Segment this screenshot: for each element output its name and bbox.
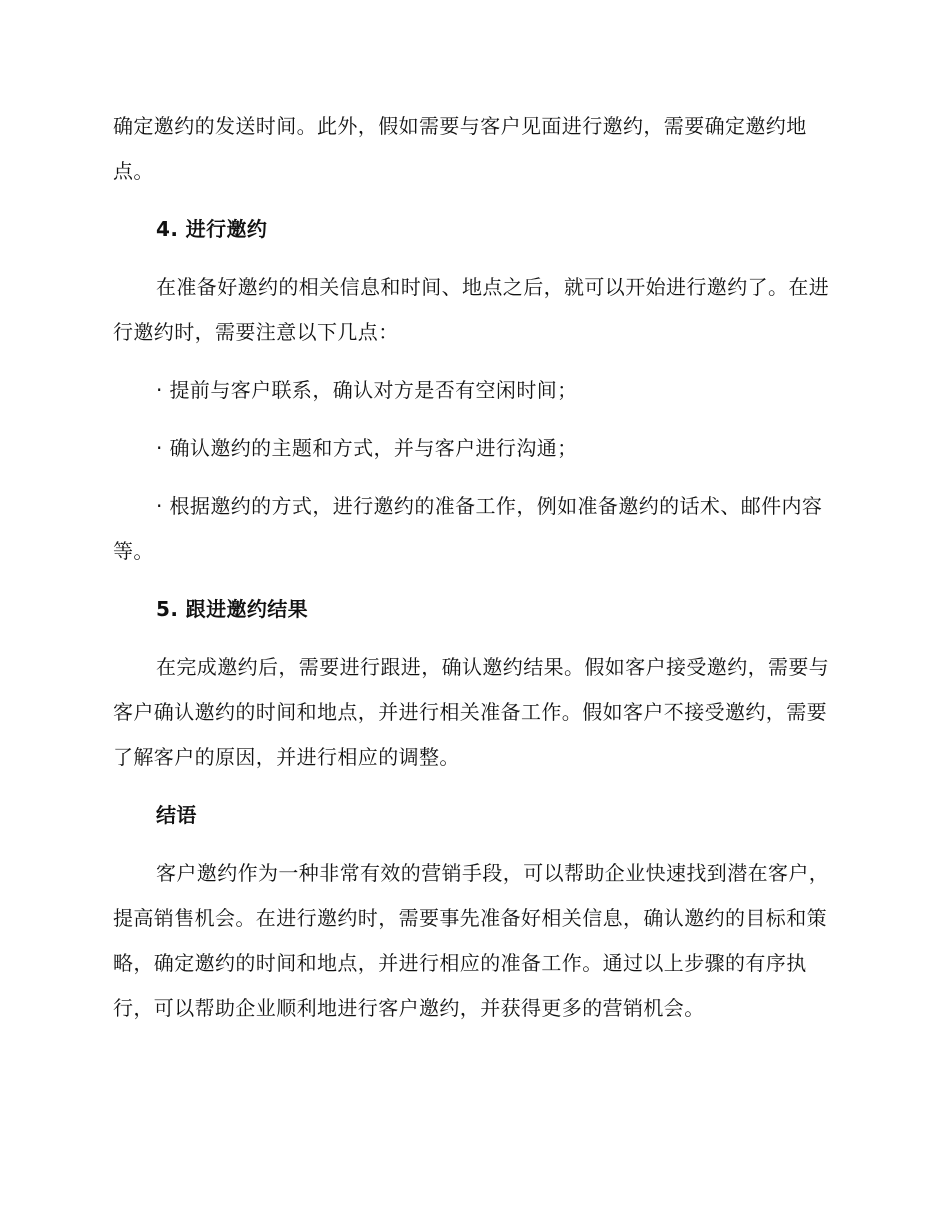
heading-step-5: 5. 跟进邀约结果: [156, 597, 309, 621]
bullet-confirm-topic: · 确认邀约的主题和方式，并与客户进行沟通；: [156, 436, 578, 460]
paragraph-follow-up: 在完成邀约后，需要进行跟进，确认邀约结果。假如客户接受邀约，需要与客户确认邀约的时间和地点，并进行相关准备工作。假如客户不接受邀约，需要了解客户的原因，并进行相应的调整。: [113, 655, 830, 769]
heading-step-4: 4. 进行邀约: [156, 217, 268, 241]
paragraph-conclusion: 客户邀约作为一种非常有效的营销手段，可以帮助企业快速找到潜在客户，提高销售机会。在进行邀约时，需要事先准备好相关信息，确认邀约的目标和策略，确定邀约的时间和地点，并进行相应的准备工作。通过以上步骤的有序执行，可以帮助企业顺利地进行客户邀约，并获得更多的营销机会。: [113, 861, 830, 1020]
bullet-prepare-work: · 根据邀约的方式，进行邀约的准备工作，例如准备邀约的话术、邮件内容等。: [113, 494, 823, 563]
heading-conclusion: 结语: [156, 803, 197, 827]
bullet-contact-client: · 提前与客户联系，确认对方是否有空闲时间；: [156, 378, 578, 402]
paragraph-start-invite: 在准备好邀约的相关信息和时间、地点之后，就可以开始进行邀约了。在进行邀约时，需要注意以下几点：: [113, 275, 830, 344]
paragraph-send-time: 确定邀约的发送时间。此外，假如需要与客户见面进行邀约，需要确定邀约地点。: [113, 114, 807, 183]
document-page: [113, 104, 835, 1031]
